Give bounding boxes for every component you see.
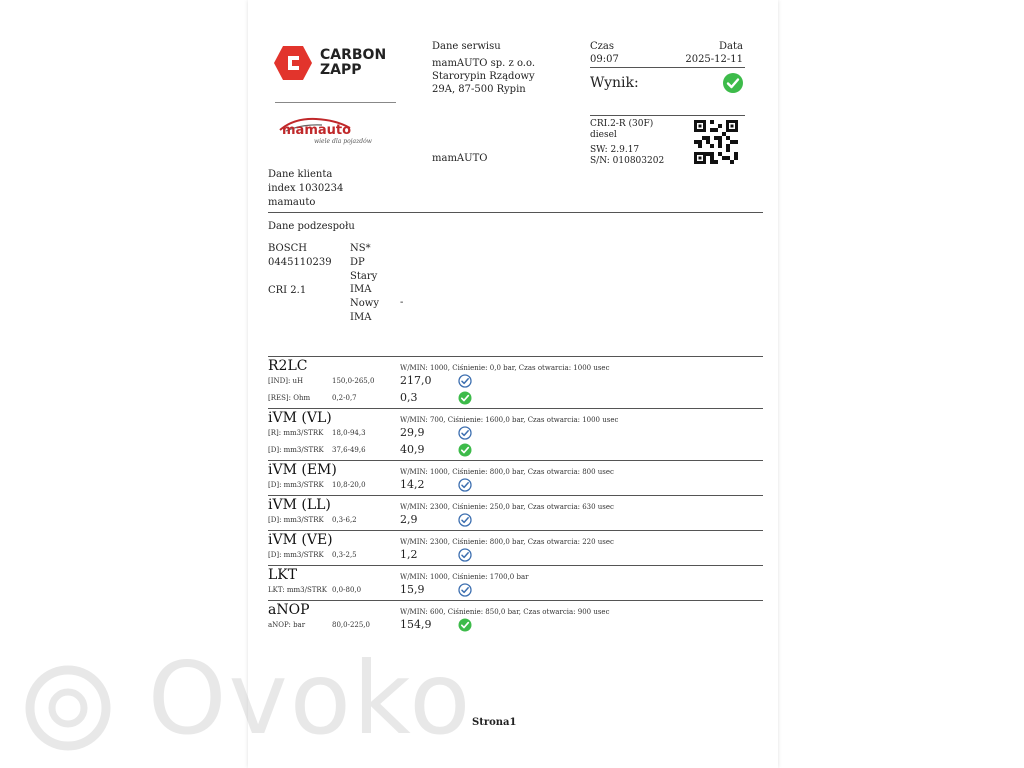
- qr-code: [694, 120, 738, 164]
- section-divider: [268, 495, 763, 496]
- mamauto-tagline: wiele dla pojazdów: [314, 138, 372, 145]
- measurement-value: 14,2: [400, 478, 425, 491]
- client-divider: [268, 212, 763, 213]
- component-left: [268, 242, 332, 298]
- section-params: W/MIN: 700, Ciśnienie: 1600,0 bar, Czas otwarcia: 1000 usec: [400, 416, 619, 424]
- measurement-value: 40,9: [400, 443, 425, 456]
- check-outline-icon: [458, 373, 472, 387]
- device-model: CRI.2-R (30F): [590, 119, 654, 129]
- component-type: CRI 2.1: [268, 285, 307, 296]
- section-title: iVM (VL): [268, 410, 332, 426]
- logo-divider: [275, 102, 396, 103]
- device-sn: S/N: 010803202: [590, 156, 665, 166]
- client-label: Dane klienta: [268, 169, 333, 180]
- section-title: iVM (VE): [268, 532, 333, 548]
- measurement-range: 0,3-6,2: [332, 516, 357, 524]
- measurement-range: 18,0-94,3: [332, 429, 366, 437]
- check-filled-icon: [458, 617, 472, 631]
- measurement-range: 150,0-265,0: [332, 377, 375, 385]
- component-attributes: [350, 242, 379, 325]
- measurement-value: 2,9: [400, 513, 418, 526]
- measurement-label: [D]: mm3/STRK: [268, 481, 324, 489]
- device-block: [590, 119, 664, 167]
- mamauto-logo-text: mamauto: [282, 123, 352, 138]
- measurement-range: 0,2-0,7: [332, 394, 357, 402]
- measurement-range: 0,0-80,0: [332, 586, 362, 594]
- measurement-value: 0,3: [400, 391, 418, 404]
- section-params: W/MIN: 2300, Ciśnienie: 250,0 bar, Czas otwarcia: 630 usec: [400, 503, 614, 511]
- brand-name-line1: CARBON: [320, 47, 387, 63]
- section-divider: [268, 408, 763, 409]
- service-company: mamAUTO sp. z o.o.: [432, 58, 536, 69]
- measurement-label: [D]: mm3/STRK: [268, 516, 324, 524]
- service-address1: Starorypin Rządowy: [432, 71, 535, 82]
- measurement-range: 37,6-49,6: [332, 446, 366, 454]
- measurement-value: 29,9: [400, 426, 425, 439]
- section-params: W/MIN: 1000, Ciśnienie: 0,0 bar, Czas otwarcia: 1000 usec: [400, 364, 610, 372]
- measurement-label: [D]: mm3/STRK: [268, 551, 324, 559]
- check-outline-icon: [458, 512, 472, 526]
- component-attr: IMA: [350, 311, 372, 323]
- header-divider: [590, 67, 745, 68]
- section-divider: [268, 530, 763, 531]
- time-label: Czas: [590, 41, 615, 52]
- section-divider: [268, 600, 763, 601]
- check-outline-icon: [458, 477, 472, 491]
- device-fuel: diesel: [590, 130, 617, 140]
- section-title: aNOP: [268, 602, 310, 618]
- check-filled-icon: [458, 442, 472, 456]
- section-params: W/MIN: 2300, Ciśnienie: 800,0 bar, Czas otwarcia: 220 usec: [400, 538, 614, 546]
- time-value: 09:07: [590, 54, 619, 65]
- watermark-logo-icon: [22, 662, 114, 754]
- brand-name-line2: ZAPP: [320, 62, 362, 78]
- component-attr: Nowy: [350, 298, 379, 310]
- section-title: LKT: [268, 567, 298, 583]
- component-attr: DP: [350, 256, 365, 268]
- section-divider: [268, 356, 763, 357]
- client-name: mamauto: [268, 197, 316, 208]
- component-part-number: 0445110239: [268, 257, 332, 268]
- result-label: Wynik:: [590, 75, 639, 91]
- service-label: Dane serwisu: [432, 41, 501, 52]
- carbon-zapp-logo: [274, 46, 394, 82]
- component-attr: NS*: [350, 243, 371, 254]
- section-params: W/MIN: 1000, Ciśnienie: 800,0 bar, Czas otwarcia: 800 usec: [400, 468, 614, 476]
- measurement-range: 0,3-2,5: [332, 551, 357, 559]
- measurement-range: 80,0-225,0: [332, 621, 370, 629]
- section-params: W/MIN: 600, Ciśnienie: 850,0 bar, Czas otwarcia: 900 usec: [400, 608, 610, 616]
- measurement-label: aNOP: bar: [268, 621, 306, 629]
- measurement-value: 154,9: [400, 618, 432, 631]
- section-divider: [268, 460, 763, 461]
- check-outline-icon: [458, 547, 472, 561]
- component-manufacturer: BOSCH: [268, 243, 307, 254]
- measurement-label: [R]: mm3/STRK: [268, 429, 324, 437]
- date-label: Data: [719, 41, 743, 52]
- client-index: index 1030234: [268, 183, 344, 194]
- measurement-label: [IND]: uH: [268, 377, 304, 385]
- measurement-label: [D]: mm3/STRK: [268, 446, 324, 454]
- section-divider: [268, 565, 763, 566]
- service-name-short: mamAUTO: [432, 153, 488, 164]
- client-block: [268, 168, 343, 210]
- measurement-value: 15,9: [400, 583, 425, 596]
- result-divider: [590, 115, 745, 116]
- measurement-range: 10,8-20,0: [332, 481, 366, 489]
- measurement-value: 217,0: [400, 374, 432, 387]
- page-number: Strona1: [472, 717, 517, 728]
- device-sw: SW: 2.9.17: [590, 145, 640, 155]
- section-title: iVM (EM): [268, 462, 337, 478]
- carbon-zapp-hex-icon: [274, 46, 312, 80]
- component-label: Dane podzespołu: [268, 221, 355, 232]
- report-page: [248, 0, 778, 768]
- check-filled-icon: [458, 390, 472, 404]
- measurement-label: [RES]: Ohm: [268, 394, 311, 402]
- result-ok-icon: [722, 72, 744, 94]
- service-block: [432, 40, 535, 96]
- check-outline-icon: [458, 425, 472, 439]
- section-title: R2LC: [268, 358, 308, 374]
- service-address2: 29A, 87-500 Rypin: [432, 84, 526, 95]
- watermark-text: Ovoko: [147, 640, 473, 757]
- component-dash: -: [400, 297, 404, 308]
- component-attr: IMA: [350, 284, 372, 296]
- measurement-value: 1,2: [400, 548, 418, 561]
- component-attr: Stary: [350, 270, 378, 282]
- section-params: W/MIN: 1000, Ciśnienie: 1700,0 bar: [400, 573, 529, 581]
- check-outline-icon: [458, 582, 472, 596]
- measurement-label: LKT: mm3/STRK: [268, 586, 327, 594]
- date-value: 2025-12-11: [685, 54, 743, 65]
- mamauto-logo: [276, 116, 376, 150]
- section-title: iVM (LL): [268, 497, 331, 513]
